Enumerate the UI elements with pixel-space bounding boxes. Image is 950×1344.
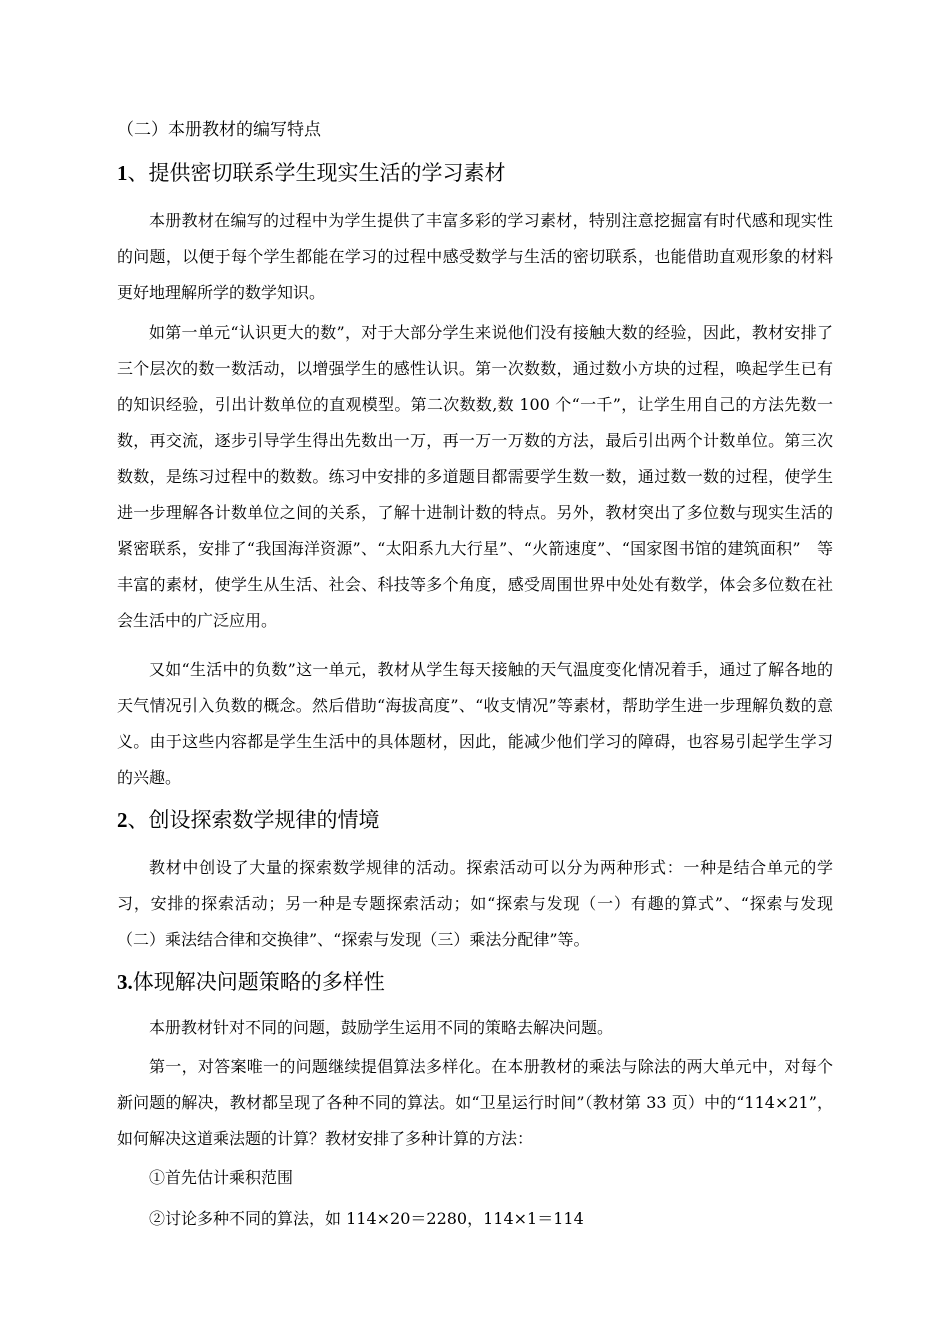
list-item: ②讨论多种不同的算法，如 114×20＝2280，114×1＝114 bbox=[149, 1209, 584, 1228]
paragraph: 教材中创设了大量的探索数学规律的活动。探索活动可以分为两种形式：一种是结合单元的学习，安排的探索活动；另一种是专题探索活动；如“探索与发现（一）有趣的算式”、“探索与发现（二）乘法结合律和交换律”、“探索与发现（三）乘法分配律”等。 bbox=[117, 858, 833, 949]
heading-section-2 bbox=[117, 805, 380, 835]
heading-text: 、提供密切联系学生现实生活的学习素材 bbox=[127, 161, 506, 185]
heading-number: 2 bbox=[117, 808, 128, 832]
paragraph: 本册教材在编写的过程中为学生提供了丰富多彩的学习素材，特别注意挖掘富有时代感和现实性的问题，以便于每个学生都能在学习的过程中感受数学与生活的密切联系，也能借助直观形象的材料更好地理解所学的数学知识。 bbox=[117, 211, 833, 302]
heading-section-3 bbox=[117, 967, 385, 997]
paragraph: 又如“生活中的负数”这一单元，教材从学生每天接触的天气温度变化情况着手，通过了解各地的天气情况引入负数的概念。然后借助“海拔高度”、“收支情况”等素材，帮助学生进一步理解负数的意义。由于这些内容都是学生生活中的具体题材，因此，能减少他们学习的障碍，也容易引起学生学习的兴趣。 bbox=[117, 660, 833, 787]
heading-text: 体现解决问题策略的多样性 bbox=[132, 970, 385, 994]
heading-number: 3. bbox=[117, 970, 133, 994]
heading-number: 1 bbox=[117, 161, 128, 185]
paragraph: 如第一单元“认识更大的数”，对于大部分学生来说他们没有接触大数的经验，因此，教材安排了三个层次的数一数活动，以增强学生的感性认识。第一次数数，通过数小方块的过程，唤起学生已有的知识经验，引出计数单位的直观模型。第二次数数,数 100 个“一千”，让学生用自己的方法先数一数，再交流，逐步引导学生得出先数出一万，再一万一万数的方法，最后引出两个计数单位。第三次数数，是练习过程中的数数。练习中安排的多道题目都需要学生数一数，通过数一数的过程，使学生进一步理解各计数单位之间的关系，了解十进制计数的特点。另外，教材突出了多位数与现实生活的紧密联系，安排了“我国海洋资源”、“太阳系九大行星”、“火箭速度”、“国家图书馆的建筑面积” 等丰富的素材，使学生从生活、社会、科技等多个角度，感受周围世界中处处有数学，体会多位数在社会生活中的广泛应用。 bbox=[117, 323, 833, 630]
section-title: （二）本册教材的编写特点 bbox=[117, 120, 321, 140]
paragraph: 第一，对答案唯一的问题继续提倡算法多样化。在本册教材的乘法与除法的两大单元中，对每个新问题的解决，教材都呈现了各种不同的算法。如“卫星运行时间”（教材第 33 页）中的“114×21”，如何解决这道乘法题的计算？教材安排了多种计算的方法： bbox=[117, 1057, 833, 1148]
list-item: ①首先估计乘积范围 bbox=[149, 1168, 294, 1187]
heading-section-1 bbox=[117, 158, 506, 188]
paragraph: 本册教材针对不同的问题，鼓励学生运用不同的策略去解决问题。 bbox=[149, 1018, 614, 1037]
heading-text: 、创设探索数学规律的情境 bbox=[127, 808, 380, 832]
